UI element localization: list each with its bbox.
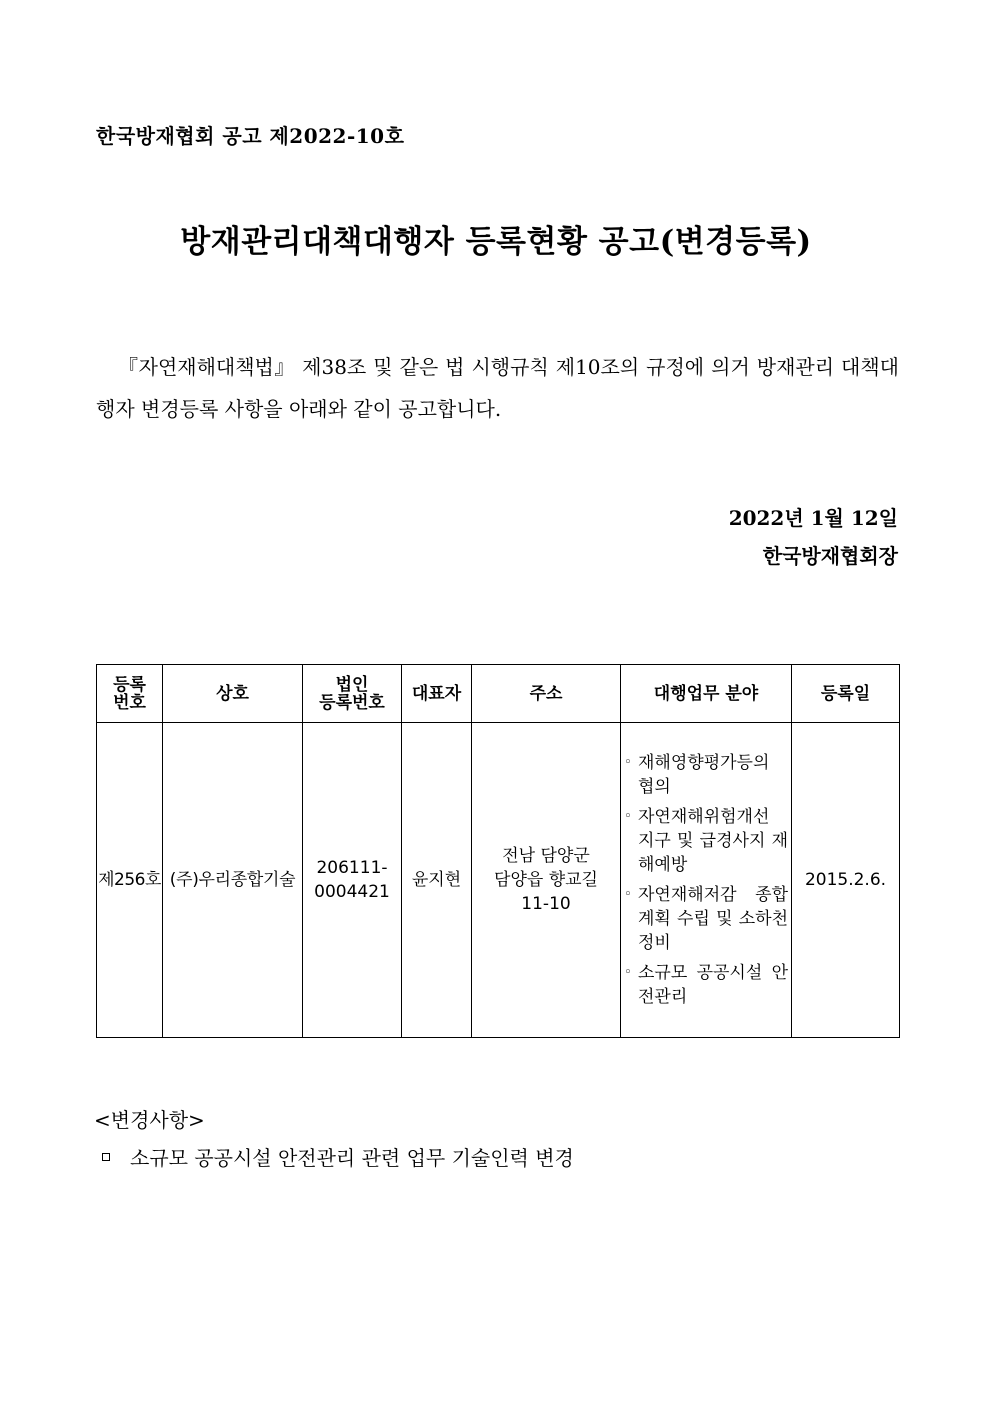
header-corp-no-line2: 등록번호 xyxy=(319,692,385,713)
square-bullet-icon xyxy=(102,1153,110,1161)
changes-item xyxy=(96,1142,574,1171)
cell-address xyxy=(472,723,621,1038)
list-item: ◦ 소규모 공공시설 안전관리 xyxy=(624,961,788,1009)
list-item: ◦ 자연재해위험개선 지구 및 급경사지 재해예방 xyxy=(624,805,788,877)
notice-date: 2022년 1월 12일 xyxy=(728,506,898,530)
cell-corp-no xyxy=(303,723,402,1038)
cell-reg-date: 2015.2.6. xyxy=(792,723,900,1038)
list-item: ◦ 재해영향평가등의 협의 xyxy=(624,751,788,799)
body-paragraph: 『자연재해대책법』 제38조 및 같은 법 시행규칙 제10조의 규정에 의거 방재관리 대책대행자 변경등록 사항을 아래와 같이 공고합니다. xyxy=(96,355,899,421)
header-representative: 대표자 xyxy=(402,665,472,723)
changes-item-text: 소규모 공공시설 안전관리 관련 업무 기술인력 변경 xyxy=(130,1146,574,1170)
issuer-name: 한국방재협회장 xyxy=(762,544,898,568)
notice-number: 한국방재협회 공고 제2022-10호 xyxy=(96,124,405,148)
header-company: 상호 xyxy=(163,665,303,723)
changes-heading: <변경사항> xyxy=(94,1108,205,1132)
cell-address-line2: 담양읍 향교길 xyxy=(494,870,598,890)
document-title: 방재관리대책대행자 등록현황 공고(변경등록) xyxy=(180,224,812,260)
cell-representative: 윤지현 xyxy=(402,723,472,1038)
header-reg-date: 등록일 xyxy=(792,665,900,723)
header-corp-no xyxy=(303,665,402,723)
header-reg-no xyxy=(97,665,163,723)
header-address: 주소 xyxy=(472,665,621,723)
cell-reg-no: 제256호 xyxy=(97,723,163,1038)
header-corp-no-line1: 법인 xyxy=(335,674,369,695)
cell-fields xyxy=(621,723,792,1038)
table-row xyxy=(97,723,900,1038)
cell-corp-no-line2: 0004421 xyxy=(314,882,390,902)
fields-list xyxy=(624,751,788,1009)
cell-corp-no-line1: 206111- xyxy=(316,858,388,878)
table-header-row xyxy=(97,665,900,723)
cell-address-line1: 전남 담양군 xyxy=(502,846,590,866)
header-fields: 대행업무 분야 xyxy=(621,665,792,723)
cell-address-line3: 11-10 xyxy=(521,894,571,914)
header-reg-no-line2: 번호 xyxy=(113,692,146,713)
cell-company: (주)우리종합기술 xyxy=(163,723,303,1038)
registration-table xyxy=(96,664,900,1038)
list-item: ◦ 자연재해저감 종합계획 수립 및 소하천정비 xyxy=(624,883,788,955)
header-reg-no-line1: 등록 xyxy=(113,674,146,695)
